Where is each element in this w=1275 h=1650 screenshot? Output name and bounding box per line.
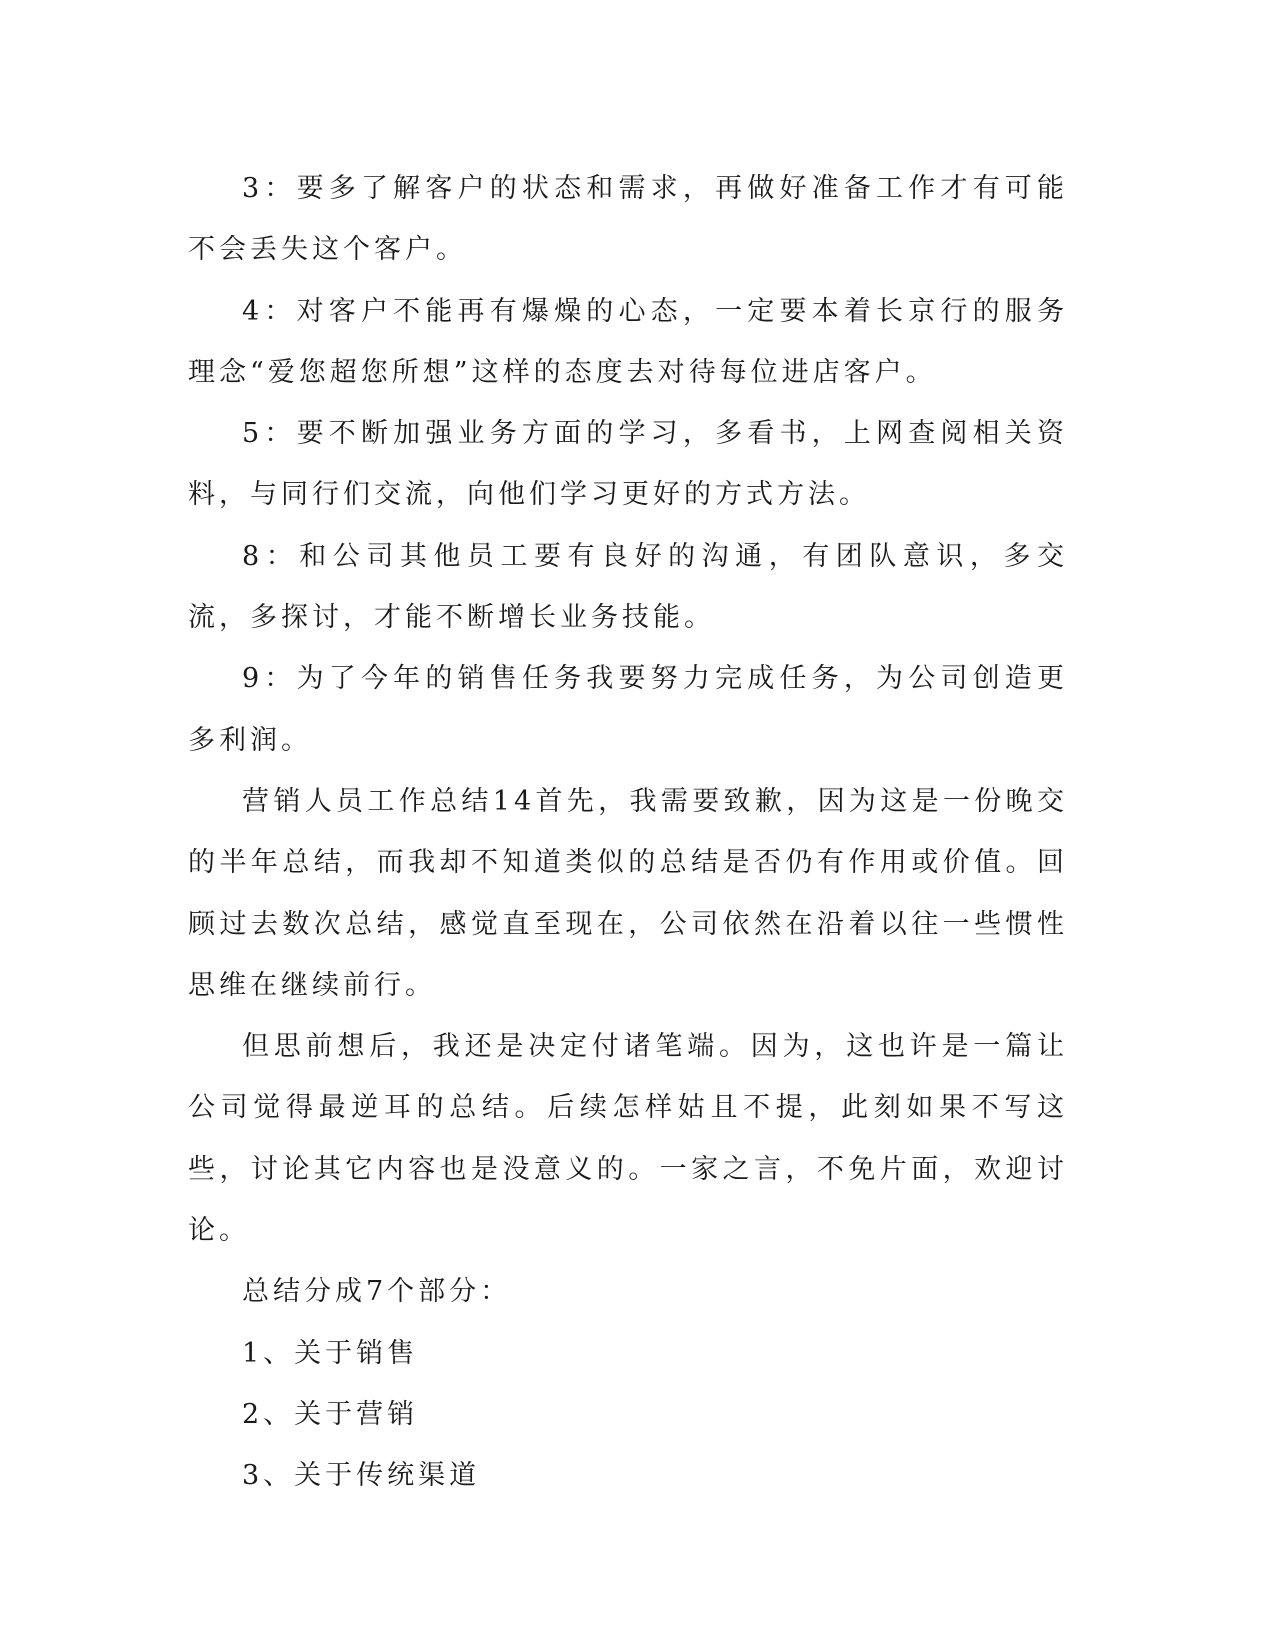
list-item-traditional-channels: 3、关于传统渠道 <box>242 1460 481 1492</box>
list-item-sales: 1、关于销售 <box>242 1337 419 1369</box>
paragraph-item-8: 8：和公司其他员工要有良好的沟通，有团队意识，多交流，多探讨，才能不断增长业务技能。 <box>188 540 1068 634</box>
paragraph-item-4: 4：对客户不能再有爆燥的心态，一定要本着长京行的服务理念“爱您超您所想”这样的态度去对待每位进店客户。 <box>188 295 1068 388</box>
paragraph-sections-heading: 总结分成7个部分： <box>242 1276 512 1308</box>
list-item-marketing: 2、关于营销 <box>242 1398 419 1430</box>
document-body <box>188 158 1068 1507</box>
paragraph-summary-intro: 营销人员工作总结14首先，我需要致歉，因为这是一份晚交的半年总结，而我却不知道类似的总结是否仍有作用或价值。回顾过去数次总结，感觉直至现在，公司依然在沿着以往一些惯性思维在继续前行。 <box>188 785 1068 1001</box>
paragraph-item-9: 9：为了今年的销售任务我要努力完成任务，为公司创造更多利润。 <box>188 663 1068 756</box>
paragraph-decision: 但思前想后，我还是决定付诸笔端。因为，这也许是一篇让公司觉得最逆耳的总结。后续怎样姑且不提，此刻如果不写这些，讨论其它内容也是没意义的。一家之言，不免片面，欢迎讨论。 <box>188 1031 1068 1247</box>
paragraph-item-3: 3：要多了解客户的状态和需求，再做好准备工作才有可能不会丢失这个客户。 <box>188 173 1068 266</box>
paragraph-item-5: 5：要不断加强业务方面的学习，多看书，上网查阅相关资料，与同行们交流，向他们学习更好的方式方法。 <box>188 418 1068 511</box>
